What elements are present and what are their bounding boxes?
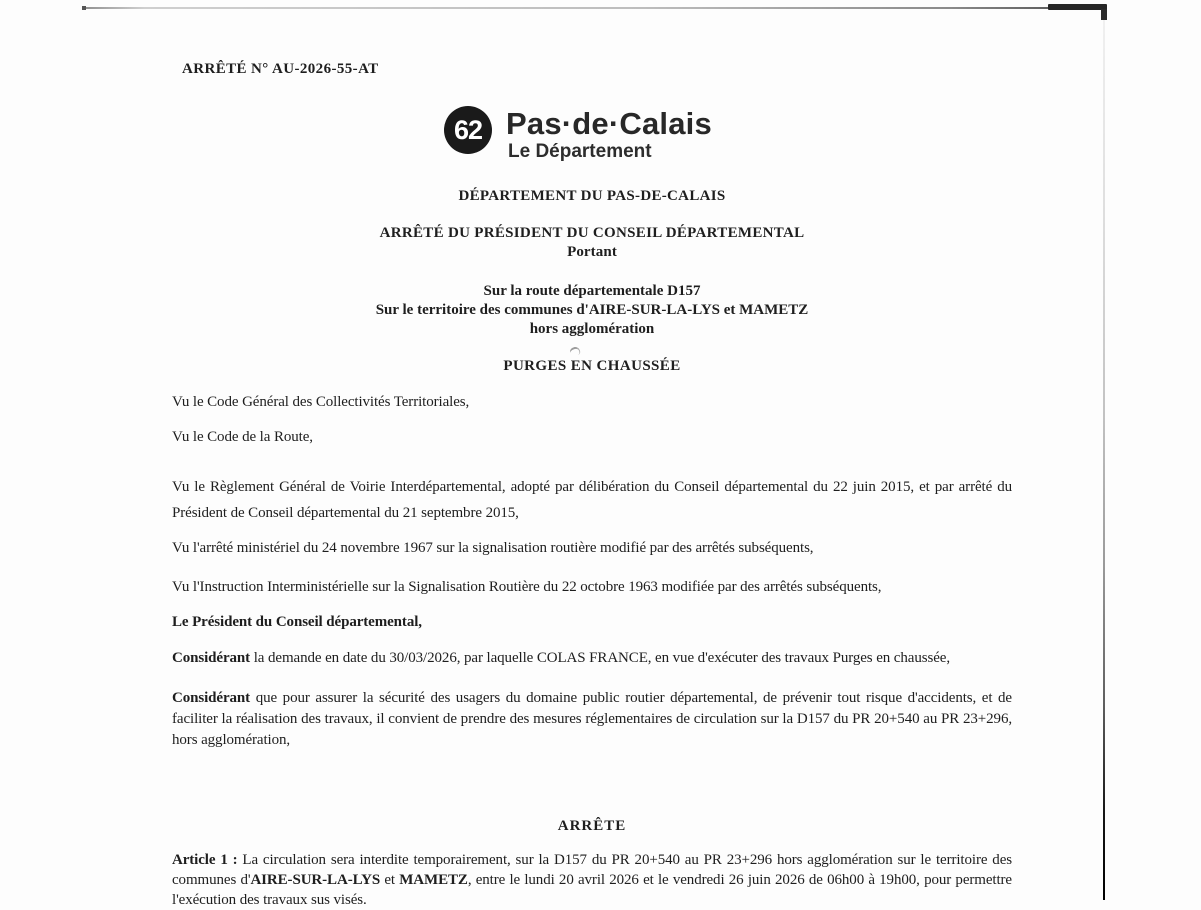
vu-paragraph-2: Vu le Code de la Route, [172, 429, 313, 445]
considerant-text: que pour assurer la sécurité des usagers du domaine public routier départemental, de prévenir tout risque d'accidents, et de faciliter la réalisation des travaux, il convient de prendre des mesures réglementaires de circulation sur la D157 du PR 20+540 au PR 23+296, hors agglomération, [172, 690, 1012, 748]
subject-block [172, 282, 1012, 339]
president-line: Le Président du Conseil départemental, [172, 614, 422, 630]
work-title-text: PURGES EN CHAUSSÉE [503, 358, 681, 374]
logo-subtitle: Le Département [508, 141, 652, 162]
logo-name: Pas·de·Calais [506, 106, 712, 141]
subject-communes-line: Sur le territoire des communes d'AIRE-SUR-LA-LYS et MAMETZ [375, 302, 809, 318]
considerant-paragraph-2 [172, 688, 1012, 751]
considerant-lead: Considérant [172, 650, 251, 666]
work-title [172, 358, 1012, 375]
considerant-text: la demande en date du 30/03/2026, par laquelle COLAS FRANCE, en vue d'exécuter des travaux Purges en chaussée, [250, 650, 950, 666]
vu-paragraph-4: Vu l'arrêté ministériel du 24 novembre 1967 sur la signalisation routière modifié par des arrêtés subséquents, [172, 540, 814, 556]
scan-corner-mark-horizontal [1048, 4, 1107, 10]
subject-road-line: Sur la route départementale D157 [483, 283, 701, 299]
article-1-paragraph [172, 850, 1012, 910]
vu-paragraph-3: Vu le Règlement Général de Voirie Interdépartemental, adopté par délibération du Conseil départemental du 22 juin 2015, et par arrêté du Président de Conseil départemental du 21 septembre 2015, [172, 479, 1012, 521]
article-1-text: La circulation sera interdite temporairement, sur la D157 du PR 20+540 au PR 23+296 hors agglomération sur le territoire des communes d' [172, 852, 1012, 888]
department-number: 62 [453, 114, 483, 145]
department-logo [444, 106, 712, 162]
article-1-lead: Article 1 : [172, 852, 238, 868]
article-1-text: , entre le lundi 20 avril 2026 et le vendredi 26 juin 2026 de 06h00 à 19h00, pour permettre l'exécution des travaux sus visés. [172, 872, 1012, 908]
logo-text-block [506, 106, 712, 162]
arrete-section-title: ARRÊTE [557, 818, 627, 834]
heading-portant: Portant [567, 244, 617, 260]
vu-paragraph-5: Vu l'Instruction Interministérielle sur la Signalisation Routière du 22 octobre 1963 modifiée par des arrêtés subséquents, [172, 579, 882, 595]
scan-corner-mark-vertical [1101, 9, 1107, 20]
article-1-text: et [380, 872, 400, 888]
heading-president-decree: ARRÊTÉ DU PRÉSIDENT DU CONSEIL DÉPARTEMENTAL [379, 225, 805, 241]
article-1-commune-1: AIRE-SUR-LA-LYS [250, 872, 381, 888]
department-number-badge [444, 106, 492, 154]
considerant-paragraph-1 [172, 648, 1012, 669]
considerant-lead: Considérant [172, 690, 251, 706]
heading-department: DÉPARTEMENT DU PAS-DE-CALAIS [458, 188, 726, 204]
pen-mark [569, 345, 582, 357]
vu-paragraph-1: Vu le Code Général des Collectivités Territoriales, [172, 394, 470, 410]
article-1-commune-2: MAMETZ [399, 872, 468, 888]
subject-zone-line: hors agglomération [529, 321, 655, 337]
scan-edge-right [1103, 20, 1105, 900]
scan-edge-top [83, 7, 1103, 9]
decree-reference: ARRÊTÉ N° AU-2026-55-AT [182, 61, 379, 77]
